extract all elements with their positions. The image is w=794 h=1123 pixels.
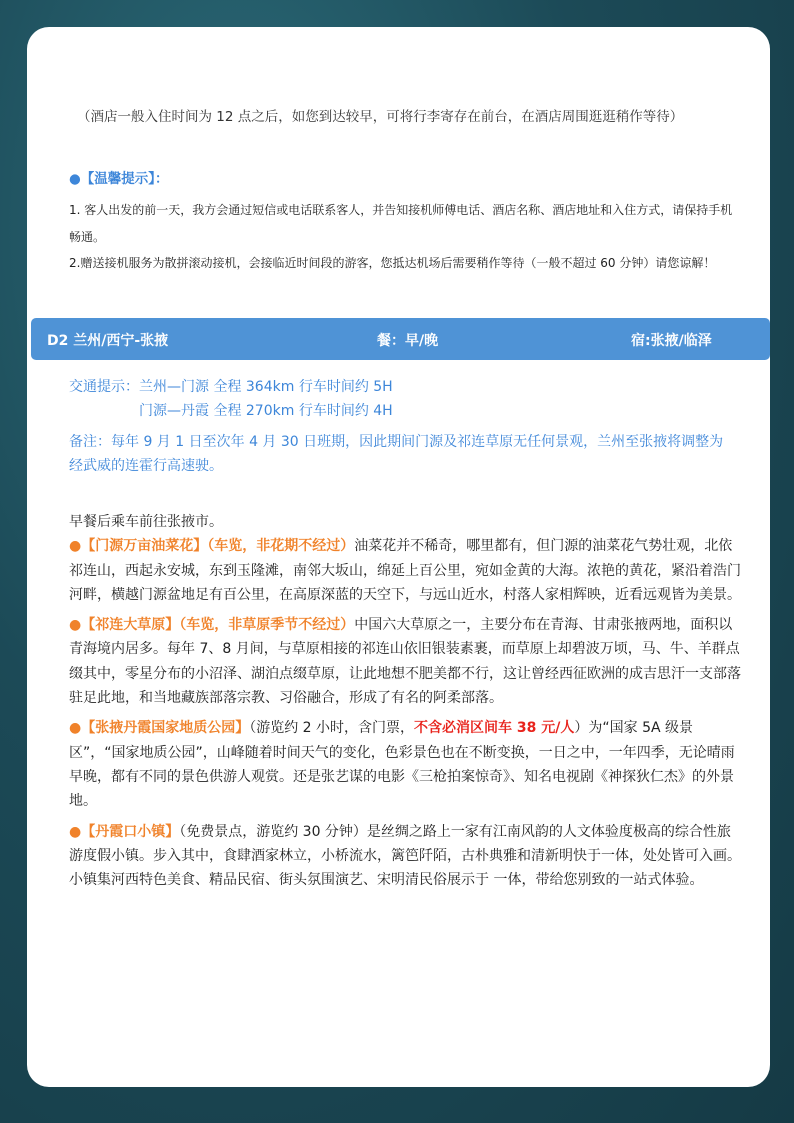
itinerary-lead: 早餐后乘车前往张掖市。 [69,514,223,530]
sight-text: ）为“国家 5A 级景区”，“国家地质公园”，山峰随着时间天气的变化，色彩景色也在不断变换，一日之中，一年四季，无论晴雨早晚，都有不同的景色供游人观赏。还是张艺谋的电影《三枪拍案惊奇》、知名电视剧《神探狄仁杰》的外景地。 [69,720,735,810]
checkin-note: （酒店一般入住时间为 12 点之后，如您到达较早，可将行李寄存在前台，在酒店周围逛逛稍作等待） [77,109,684,125]
sight-text: （免费景点，游览约 30 分钟）是丝绸之路上一家有江南风韵的人文体验度极高的综合性旅游度假小镇。步入其中，食肆酒家林立，小桥流水，篱笆阡陌，古朴典雅和清新明快于一体，处处皆可入画。小镇集河西特色美食、精品民宿、街头氛围演艺、宋明清民俗展示于 一体，带给您别致的一站式体验。 [69,823,741,889]
sight-danxia-park [69,716,741,813]
transport-info [69,375,393,423]
itinerary-body [69,510,741,892]
day-header-bar [31,318,770,360]
bullet-icon: ● [69,823,82,840]
tips-list [69,197,739,277]
tips-heading: ●【温馨提示】： [69,171,169,187]
transport-note: 备注：每年 9 月 1 日至次年 4 月 30 日班期，因此期间门源及祁连草原无任何景观，兰州至张掖将调整为经武威的连霍行高速驶。 [69,434,724,474]
sight-text-pre: （游览约 2 小时，含门票， [249,720,415,737]
transport-line: 交通提示：兰州—门源 全程 364km 行车时间约 5H [69,379,393,395]
tip-item: 1. 客人出发的前一天，我方会通过短信或电话联系客人，并告知接机师傅电话、酒店名称、酒店地址和入住方式，请保持手机畅通。 [69,203,733,244]
sight-danxiakou-town [69,820,741,893]
sight-title: 【张掖丹霞国家地质公园】 [81,720,250,737]
page-card [27,27,770,1087]
shuttle-fee-warning: 不含必消区间车 38 元/人 [414,720,575,737]
sight-title: 【门源万亩油菜花】（车览，非花期不经过） [81,538,355,555]
sight-qilian-grassland [69,613,741,710]
bullet-icon: ● [69,720,82,737]
sight-rapeseed [69,534,741,607]
bullet-icon: ● [69,538,82,555]
day-stay: 宿:张掖/临泽 [631,333,712,349]
tip-item: 2.赠送接机服务为散拼滚动接机，会接临近时间段的游客，您抵达机场后需要稍作等待（一般不超过 60 分钟）请您谅解！ [69,256,716,270]
sight-title: 【祁连大草原】（车览，非草原季节不经过） [81,617,355,634]
day-meals: 餐：早/晚 [377,333,439,349]
bullet-icon: ● [69,617,82,634]
sight-title: 【丹霞口小镇】 [81,823,180,840]
day-title: D2 兰州/西宁-张掖 [47,333,169,349]
sight-text: 中国六大草原之一，主要分布在青海、甘肃张掖两地，面积以青海境内居多。每年 7、8 月间，与草原相接的祁连山依旧银装素裹，而草原上却碧波万顷，马、牛、羊群点缀其中，零星分布的小沼泽、湖泊点缀草原，让此地想不肥美都不行，这让曾经西征欧洲的成吉思汗一支部落驻足此地，和当地藏族部落宗教、习俗融合，形成了有名的阿柔部落。 [69,617,741,707]
sight-text: 油菜花并不稀奇，哪里都有，但门源的油菜花气势壮观，北依祁连山，西起永安城，东到玉隆滩，南邻大坂山，绵延上百公里，宛如金黄的大海。浓艳的黄花，紧沿着浩门河畔，横越门源盆地足有百公里，在高原深蓝的天空下，与远山近水，村落人家相辉映，近看远观皆为美景。 [69,538,741,603]
transport-line: 门源—丹霞 全程 270km 行车时间约 4H [139,403,393,419]
